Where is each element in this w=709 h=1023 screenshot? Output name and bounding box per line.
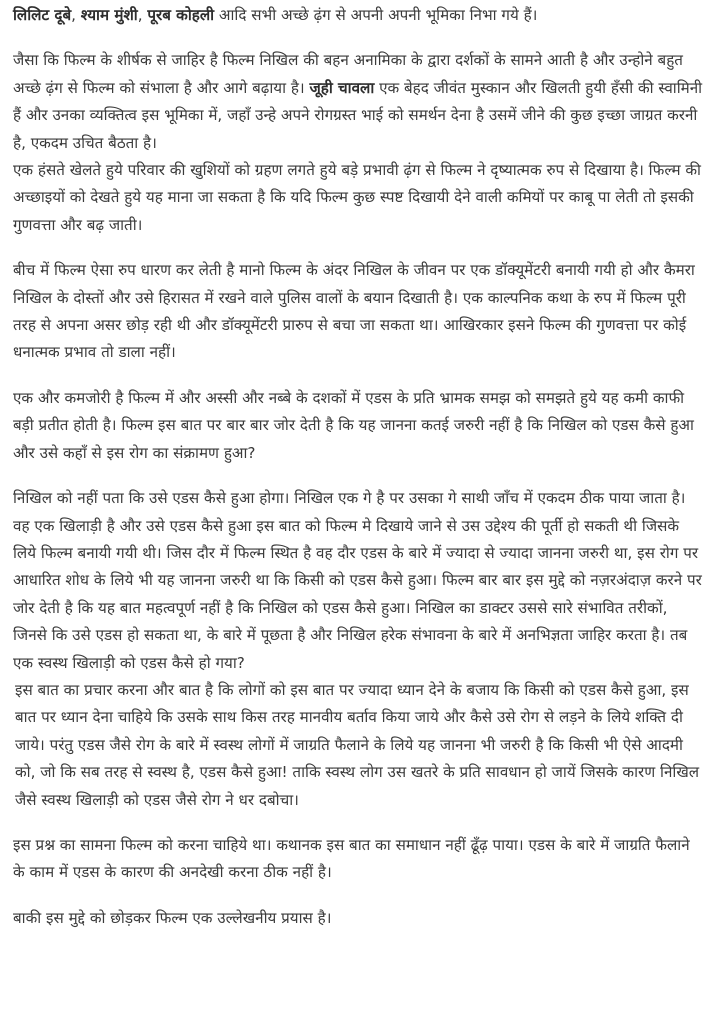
paragraph-awareness: इस बात का प्रचार करना और बात है कि लोगों को इस बात पर ज्यादा ध्यान देने के बजाय कि किसी को एडस कैसे हुआ, इस बात पर ध्यान देना चाहिये कि उसके साथ किस तरह मानवीय बर्ताव किया जाये और कैसे उसे रोग से लड़ने के लिये शक्ति दी जाये। परंतु एडस जैसे रोग के बारे में स्वस्थ लोगों में जाग्रति फैलाने के लिये यह जानना भी जरुरी है कि किसी भी ऐसे आदमी को, जो कि सब तरह से स्वस्थ है, एडस कैसे हुआ! ताकि स्वस्थ लोग उस खतरे के प्रति सावधान हो जायें जिसके कारण निखिल जैसे स्वस्थ खिलाड़ी को एडस जैसे रोग ने धर दबोचा। — [15, 680, 700, 809]
actor-name: जूही चावला — [309, 78, 375, 97]
actor-name: श्याम मुंशी — [80, 6, 138, 24]
name-separator: , — [137, 6, 148, 24]
paragraph-nikhil: निखिल को नहीं पता कि उसे एडस कैसे हुआ होगा। निखिल एक गे है पर उसका गे साथी जाँच में एकदम ठीक पाया जाता है। वह एक खिलाड़ी है और उसे एडस कैसे हुआ इस बात को फिल्म मे दिखाये जाने से उस उद्देश्य की पूर्ती हो सकती थी जिसके लिये फिल्म बनायी गयी थी। जिस दौर में फिल्म स्थित है वह दौर एडस के बारे में ज्यादा से ज्यादा जानना जरुरी था, इस रोग पर आधारित शोध के लिये भी यह जानना जरुरी था कि किसी को एडस कैसे हुआ। फिल्म बार बार इस मुद्दे को नज़रअंदाज़ करने पर जोर देती है कि यह बात महत्वपूर्ण नहीं है कि निखिल को एडस कैसे हुआ। निखिल का डाक्टर उससे सारे संभावित तरीकों, जिनसे कि उसे एडस हो सकता था, के बारे में पूछता है और निखिल हरेक संभावना के बारे में अनभिज्ञता जाहिर करता है। तब एक स्वस्थ खिलाड़ी को एडस कैसे हो गया? — [13, 489, 702, 672]
actor-name: पूरब कोहली — [147, 6, 215, 24]
paragraph-documentary: बीच में फिल्म ऐसा रुप धारण कर लेती है मानो फिल्म के अंदर निखिल के जीवन पर एक डॉक्यूमेंटरी बनायी गयी हो और कैमरा निखिल के दोस्तों और उसे हिरासत में रखने वाले पुलिस वालों के बयान दिखाती है। एक काल्पनिक कथा के रुप में फिल्म पूरी तरह से अपना असर छोड़ रही थी और डॉक्यूमेंटरी प्रारुप से बचा जा सकता था। आखिरकार इसने फिल्म की गुणवत्ता पर कोई धनात्मक प्रभाव तो डाला नहीं। — [13, 261, 695, 362]
actor-name: लिलिट दूबे — [13, 6, 72, 24]
paragraph-text: जैसा कि फिल्म के शीर्षक से जाहिर है फिल्म निखिल की बहन अनामिका के द्वारा दर्शकों के सामने आती है और उन्होने बहुत अच्छे ढ़ंग से फिल्म को संभाला है और आगे बढ़ाया है। — [13, 51, 683, 97]
paragraph-conclusion: बाकी इस मुद्दे को छोड़कर फिल्म एक उल्लेखनीय प्रयास है। — [13, 908, 332, 927]
paragraph-question: इस प्रश्न का सामना फिल्म को करना चाहिये था। कथानक इस बात का समाधान नहीं ढूँढ़ पाया। एडस के बारे में जाग्रति फैलाने के काम में एडस के कारण की अनदेखी करना ठीक नहीं है। — [13, 835, 690, 882]
paragraph-weakness: एक और कमजोरी है फिल्म में और अस्सी और नब्बे के दशकों में एडस के प्रति भ्रामक समझ को समझते हुये यह कमी काफी बड़ी प्रतीत होती है। फिल्म इस बात पर बार बार जोर देती है कि यह जानना कतई जरुरी नहीं है कि निखिल को एडस कैसे हुआ और उसे कहाँ से इस रोग का संक्रामण हुआ? — [13, 388, 694, 462]
paragraph-text: आदि सभी अच्छे ढ़ंग से अपनी अपनी भूमिका निभा गये हैं। — [214, 6, 538, 24]
paragraph-juhi — [13, 47, 703, 157]
name-separator: , — [71, 6, 81, 24]
paragraph-text: एक बेहद जीवंत मुस्कान और खिलती हुयी हँसी की स्वामिनी हैं और उनका व्यक्तित्व इस भूमिका में, जहाँ उन्हे अपने रोगग्रस्त भाई को समर्थन देना है उसमें जीने की कुछ इच्छा जाग्रत करनी है, एकदम उचित बैठता है। — [13, 78, 703, 152]
paragraph-cast — [13, 2, 703, 29]
paragraph-family: एक हंसते खेलते हुये परिवार की खुशियों को ग्रहण लगते हुये बड़े प्रभावी ढ़ंग से फिल्म ने दृष्यात्मक रुप से दिखाया है। फिल्म की अच्छाइयों को देखते हुये यह माना जा सकता है कि यदि फिल्म कुछ स्पष्ट दिखायी देने वाली कमियों पर काबू पा लेती तो इसकी गुणवत्ता और बढ़ जाती। — [13, 161, 701, 234]
